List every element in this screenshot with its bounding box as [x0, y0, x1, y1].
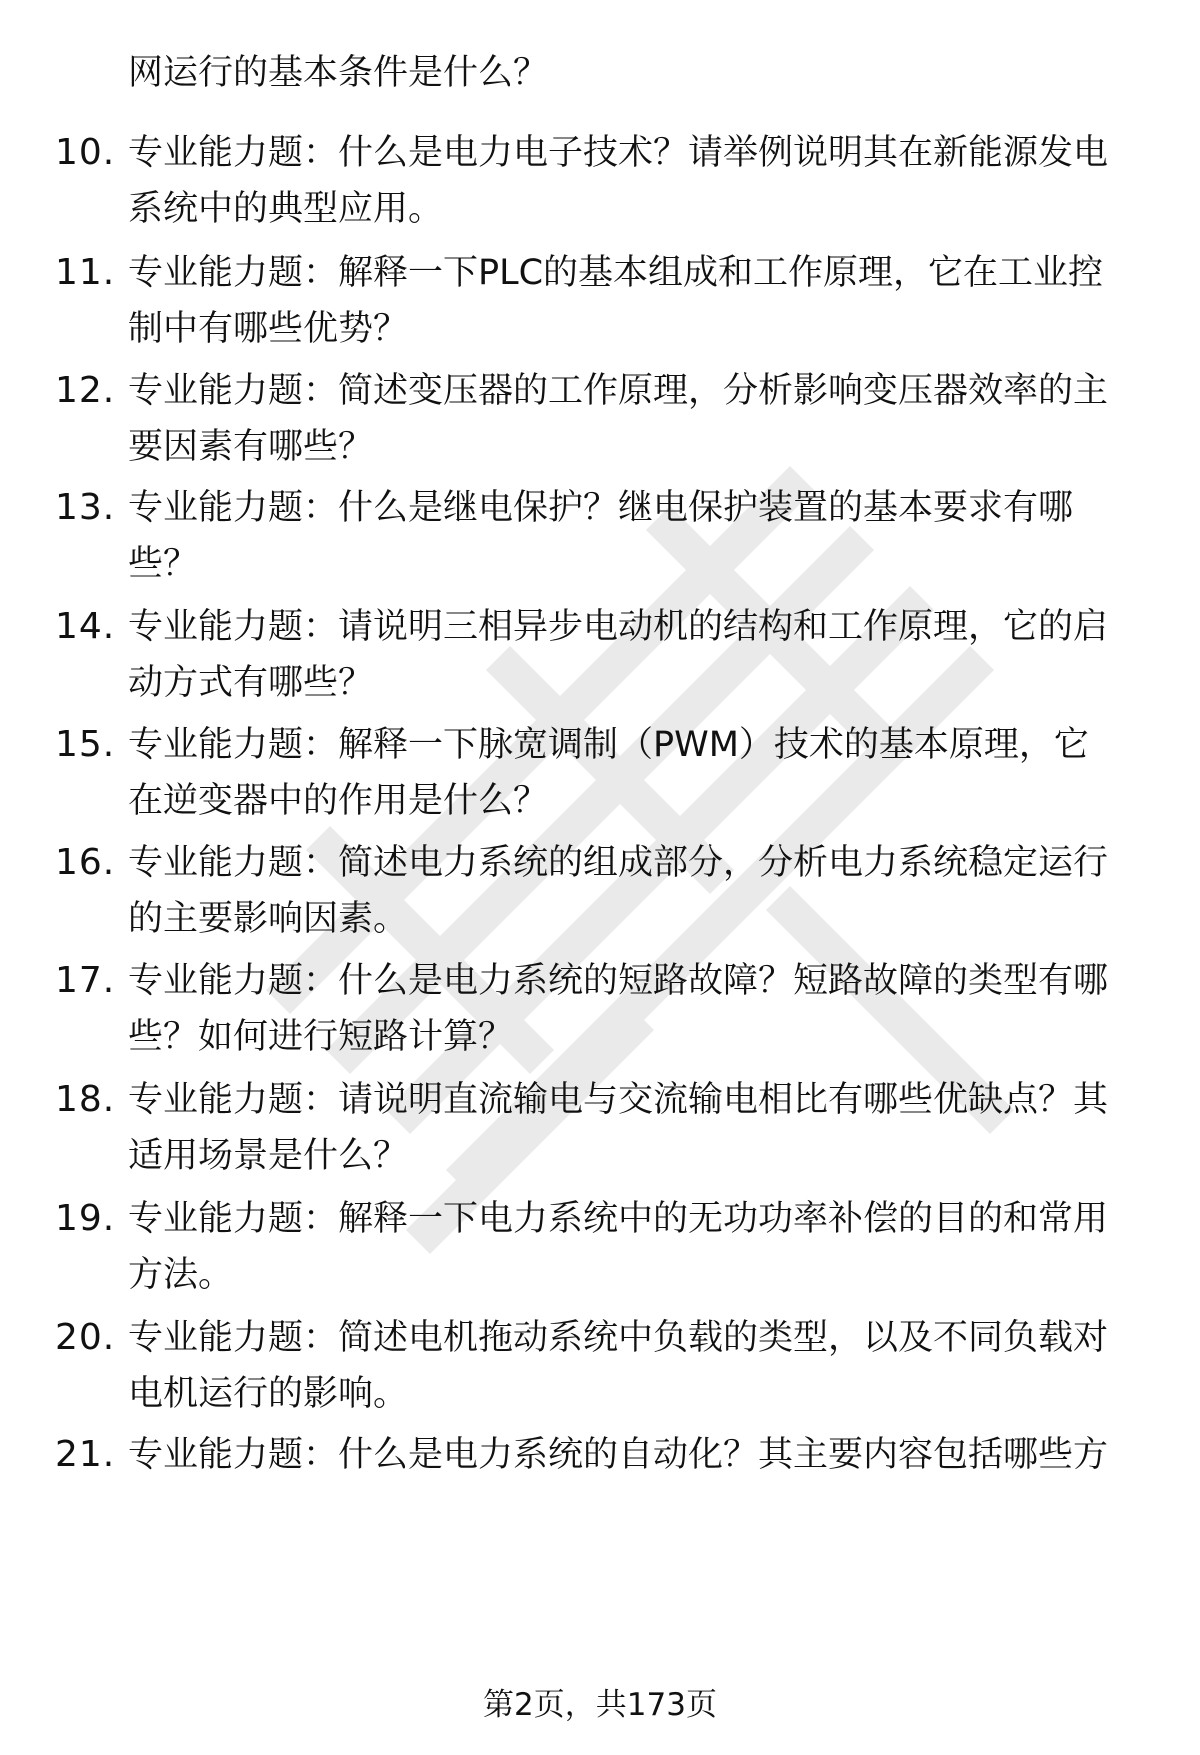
- question-text: [128, 722, 1138, 834]
- question-text-line: 适用场景是什么？: [128, 1136, 409, 1176]
- question-text-line: 系统中的典型应用。: [128, 189, 444, 229]
- question-text-line: 网运行的基本条件是什么？: [128, 53, 549, 93]
- question-text-line: 方法。: [128, 1255, 234, 1295]
- question-number: 18.: [55, 1079, 116, 1120]
- question-text: [128, 50, 1138, 106]
- question-text-line: 专业能力题：简述电机拖动系统中负载的类型，以及不同负载对: [128, 1318, 1109, 1358]
- question-text-line: 专业能力题：请说明直流输电与交流输电相比有哪些优缺点？其: [128, 1080, 1109, 1120]
- question-text-line: 专业能力题：什么是电力电子技术？请举例说明其在新能源发电: [128, 133, 1109, 173]
- question-text: [128, 1315, 1138, 1427]
- question-text: [128, 1432, 1138, 1488]
- question-number: 16.: [55, 842, 116, 883]
- question-text-line: 专业能力题：解释一下电力系统中的无功功率补偿的目的和常用: [128, 1199, 1109, 1239]
- question-number: 12.: [55, 370, 116, 411]
- question-number: 13.: [55, 487, 116, 528]
- question-number: 19.: [55, 1198, 116, 1239]
- question-number: 20.: [55, 1317, 116, 1358]
- question-number: 10.: [55, 132, 116, 173]
- question-number: 14.: [55, 606, 116, 647]
- question-text-line: 在逆变器中的作用是什么？: [128, 781, 549, 821]
- question-text-line: 制中有哪些优势？: [128, 309, 409, 349]
- question-text-line: 专业能力题：什么是继电保护？继电保护装置的基本要求有哪: [128, 488, 1074, 528]
- question-text: [128, 958, 1138, 1070]
- question-text: [128, 368, 1138, 480]
- question-number: 21.: [55, 1434, 116, 1475]
- question-text: [128, 485, 1138, 597]
- question-text: [128, 250, 1138, 362]
- question-text-line: 动方式有哪些？: [128, 663, 374, 703]
- question-text-line: 专业能力题：简述电力系统的组成部分，分析电力系统稳定运行: [128, 843, 1109, 883]
- question-text-line: 专业能力题：简述变压器的工作原理，分析影响变压器效率的主: [128, 371, 1109, 411]
- question-text-line: 些？: [128, 544, 199, 584]
- question-text-line: 专业能力题：请说明三相异步电动机的结构和工作原理，它的启: [128, 607, 1109, 647]
- question-number: 17.: [55, 960, 116, 1001]
- question-text: [128, 604, 1138, 716]
- question-text-line: 些？如何进行短路计算？: [128, 1017, 514, 1057]
- question-text-line: 专业能力题：什么是电力系统的短路故障？短路故障的类型有哪: [128, 961, 1109, 1001]
- question-number: 11.: [55, 252, 116, 293]
- question-text: [128, 130, 1138, 242]
- question-text-line: 的主要影响因素。: [128, 899, 409, 939]
- question-text-line: 专业能力题：解释一下脉宽调制（PWM）技术的基本原理，它: [128, 725, 1089, 765]
- question-text-line: 电机运行的影响。: [128, 1374, 409, 1414]
- question-text-line: 要因素有哪些？: [128, 427, 374, 467]
- question-text-line: 专业能力题：解释一下PLC的基本组成和工作原理，它在工业控: [128, 253, 1104, 293]
- question-text-line: 专业能力题：什么是电力系统的自动化？其主要内容包括哪些方: [128, 1435, 1109, 1475]
- question-number: 15.: [55, 724, 116, 765]
- page-footer: 第2页，共173页: [483, 1687, 717, 1723]
- question-text: [128, 840, 1138, 952]
- question-text: [128, 1196, 1138, 1308]
- question-text: [128, 1077, 1138, 1189]
